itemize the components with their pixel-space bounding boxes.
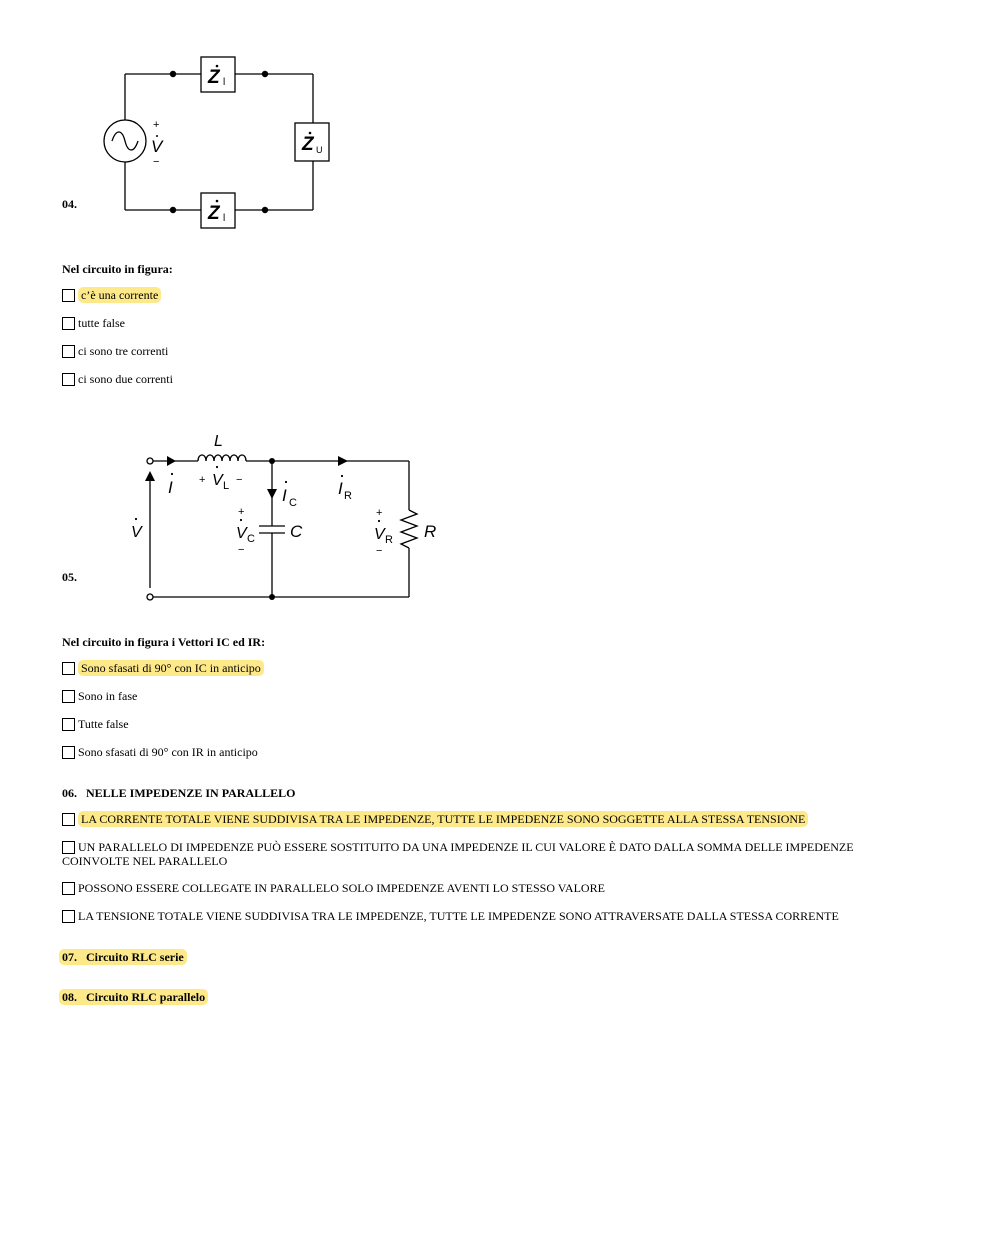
vc-subscript: C xyxy=(247,533,255,545)
vr-subscript: R xyxy=(385,534,393,546)
circuit-diagram-05 xyxy=(120,425,450,610)
question-heading-08 xyxy=(59,990,208,1005)
answer-checkbox[interactable] xyxy=(62,841,75,854)
question-stem-05 xyxy=(62,635,265,650)
answer-checkbox[interactable] xyxy=(62,910,75,923)
answer-option[interactable] xyxy=(62,881,605,895)
answer-text: Sono sfasati di 90° con IR in anticipo xyxy=(78,745,258,759)
answer-text: LA TENSIONE TOTALE VIENE SUDDIVISA TRA LE IMPEDENZE, TUTTE LE IMPEDENZE SONO ATTRAVERSATE DALLA STESSA CORRENTE xyxy=(78,909,839,923)
vc-plus: + xyxy=(238,506,245,518)
answer-text: ci sono due correnti xyxy=(78,372,173,386)
answer-option[interactable] xyxy=(62,840,922,868)
answer-text: UN PARALLELO DI IMPEDENZE PUÒ ESSERE SOSTITUITO DA UNA IMPEDENZE IL CUI VALORE È DATO DALLA SOMMA DELLE IMPEDENZE COINVOLTE NEL PARALLELO xyxy=(62,840,854,868)
capacitor-label: C xyxy=(290,522,303,541)
current-ic-label: I xyxy=(282,486,287,505)
question-title-06: NELLE IMPEDENZE IN PARALLELO xyxy=(86,786,296,800)
vl-subscript: L xyxy=(223,480,230,492)
answer-checkbox[interactable] xyxy=(62,746,75,759)
answer-text: Tutte false xyxy=(78,717,129,731)
answer-checkbox[interactable] xyxy=(62,317,75,330)
answer-text: ci sono tre correnti xyxy=(78,344,169,358)
z-top-subscript: l xyxy=(223,77,226,88)
question-heading-07 xyxy=(59,950,187,965)
answer-checkbox[interactable] xyxy=(62,882,75,895)
vl-label: V xyxy=(212,472,223,489)
question-heading-highlight xyxy=(59,989,208,1005)
source-voltage-label: V xyxy=(151,137,163,156)
answer-checkbox[interactable] xyxy=(62,662,75,675)
answer-checkbox[interactable] xyxy=(62,718,75,731)
answer-option[interactable] xyxy=(62,288,161,302)
vl-plus: + xyxy=(199,474,206,486)
answer-option[interactable] xyxy=(62,372,173,386)
z-top-label: Z xyxy=(208,67,220,88)
answer-option[interactable] xyxy=(62,689,137,703)
question-number-05: 05. xyxy=(62,570,77,584)
question-stem-04: Nel circuito in figura: xyxy=(62,262,173,276)
answer-checkbox[interactable] xyxy=(62,345,75,358)
vl-minus: − xyxy=(236,474,243,486)
voltage-v-label: V xyxy=(131,524,142,541)
answer-text: Sono sfasati di 90° con IC in anticipo xyxy=(78,660,264,676)
current-ic-subscript: C xyxy=(289,497,297,509)
question-stem-text: Nel circuito in figura i Vettori IC ed IR: xyxy=(62,635,266,649)
question-heading-highlight xyxy=(59,949,187,965)
z-bottom-label: Z xyxy=(208,203,220,224)
source-minus: − xyxy=(153,156,160,168)
source-plus: + xyxy=(153,119,160,131)
answer-text: tutte false xyxy=(78,316,125,330)
answer-text: LA CORRENTE TOTALE VIENE SUDDIVISA TRA LE IMPEDENZE, TUTTE LE IMPEDENZE SONO SOGGETTE ALLA STESSA TENSIONE xyxy=(78,811,808,827)
question-number-07: 07. xyxy=(62,950,77,964)
vr-minus: − xyxy=(376,545,383,557)
answer-text: Sono in fase xyxy=(78,689,138,703)
answer-text: POSSONO ESSERE COLLEGATE IN PARALLELO SOLO IMPEDENZE AVENTI LO STESSO VALORE xyxy=(78,881,605,895)
answer-option[interactable] xyxy=(62,717,129,731)
current-i-label: I xyxy=(168,478,173,497)
question-title-07: Circuito RLC serie xyxy=(86,950,184,964)
answer-checkbox[interactable] xyxy=(62,690,75,703)
vr-plus: + xyxy=(376,507,383,519)
answer-option[interactable] xyxy=(62,909,839,923)
question-number-06: 06. xyxy=(62,786,77,800)
resistor-label: R xyxy=(424,522,437,541)
answer-option[interactable] xyxy=(62,316,125,330)
vr-label: V xyxy=(374,526,385,543)
question-number-08: 08. xyxy=(62,990,77,1004)
current-ir-label: I xyxy=(338,479,343,498)
question-title-08: Circuito RLC parallelo xyxy=(86,990,206,1004)
question-heading-06 xyxy=(62,786,295,801)
vc-minus: − xyxy=(238,544,245,556)
answer-checkbox[interactable] xyxy=(62,373,75,386)
current-ir-subscript: R xyxy=(344,490,352,502)
z-load-label: Z xyxy=(302,134,314,155)
inductor-label: L xyxy=(214,433,223,450)
question-number-04: 04. xyxy=(62,197,77,211)
z-load-subscript: U xyxy=(316,145,323,155)
vc-label: V xyxy=(236,525,247,542)
circuit-diagram-04 xyxy=(100,55,340,235)
answer-option[interactable] xyxy=(62,344,168,358)
z-bottom-subscript: l xyxy=(223,213,226,224)
answer-option[interactable] xyxy=(62,661,264,675)
answer-text: c’è una corrente xyxy=(78,287,161,303)
answer-option[interactable] xyxy=(62,812,808,826)
answer-checkbox[interactable] xyxy=(62,813,75,826)
answer-checkbox[interactable] xyxy=(62,289,75,302)
answer-option[interactable] xyxy=(62,745,258,759)
